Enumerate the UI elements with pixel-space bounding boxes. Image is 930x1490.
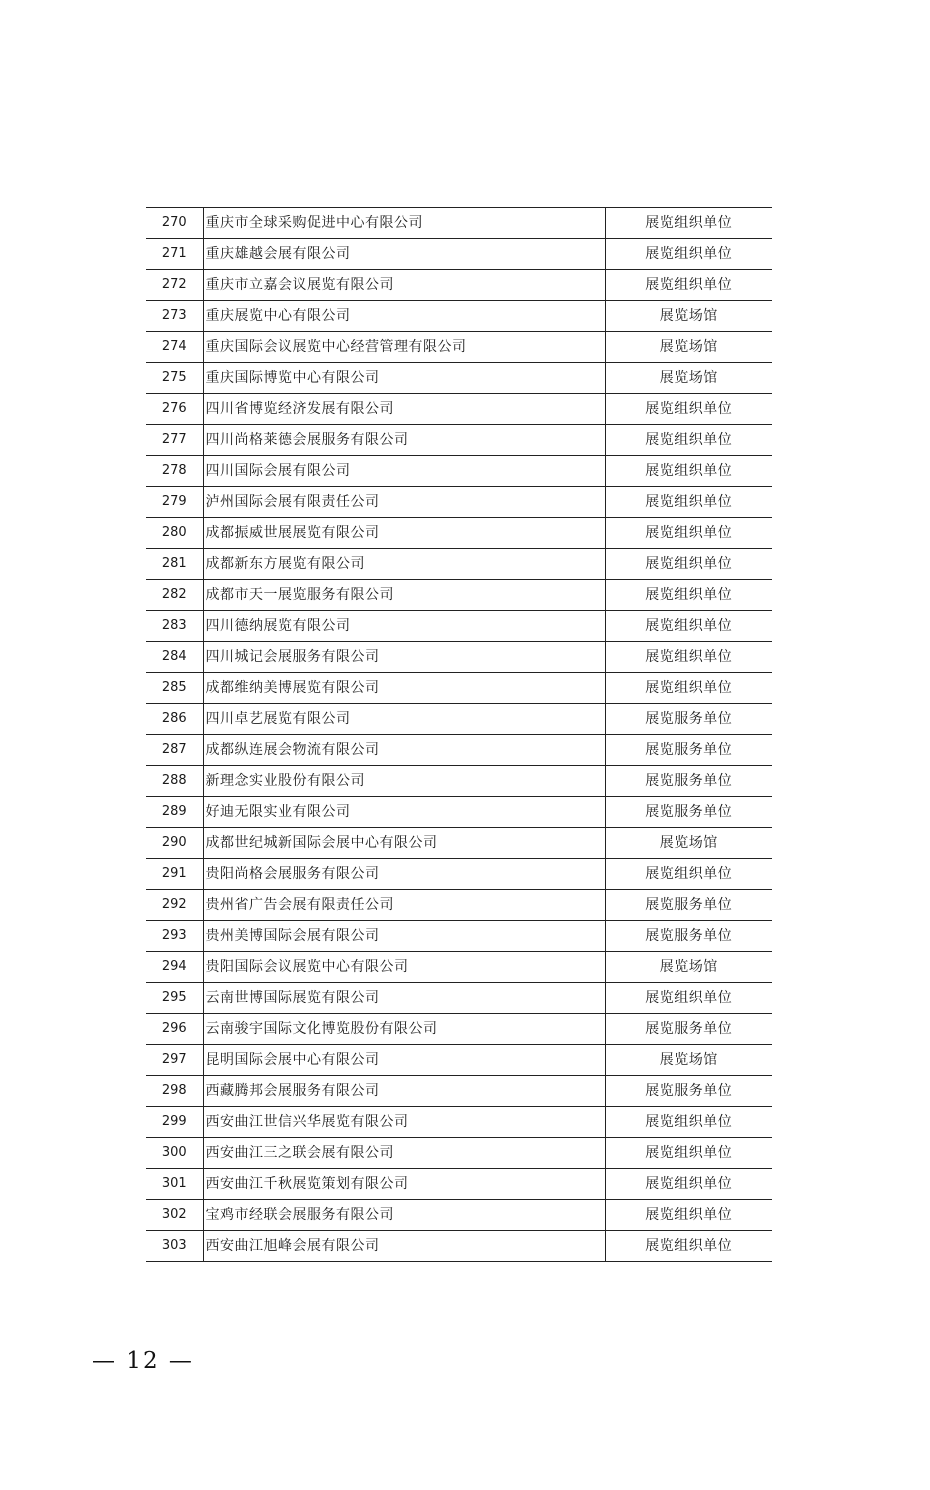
unit-type: 展览组织单位 xyxy=(605,208,772,239)
unit-type: 展览服务单位 xyxy=(605,890,772,921)
unit-type: 展览组织单位 xyxy=(605,394,772,425)
company-name: 重庆雄越会展有限公司 xyxy=(203,239,605,270)
unit-type: 展览服务单位 xyxy=(605,735,772,766)
table-body xyxy=(146,208,772,1262)
row-number: 272 xyxy=(146,270,203,301)
company-name: 重庆市全球采购促进中心有限公司 xyxy=(203,208,605,239)
company-name: 西安曲江千秋展览策划有限公司 xyxy=(203,1169,605,1200)
row-number: 290 xyxy=(146,828,203,859)
unit-type: 展览组织单位 xyxy=(605,239,772,270)
company-name: 四川卓艺展览有限公司 xyxy=(203,704,605,735)
unit-type: 展览服务单位 xyxy=(605,1076,772,1107)
company-name: 重庆展览中心有限公司 xyxy=(203,301,605,332)
company-name: 重庆国际会议展览中心经营管理有限公司 xyxy=(203,332,605,363)
company-name: 贵州省广告会展有限责任公司 xyxy=(203,890,605,921)
row-number: 281 xyxy=(146,549,203,580)
unit-type: 展览组织单位 xyxy=(605,1231,772,1262)
row-number: 291 xyxy=(146,859,203,890)
table-row xyxy=(146,1014,772,1045)
row-number: 280 xyxy=(146,518,203,549)
company-name: 云南世博国际展览有限公司 xyxy=(203,983,605,1014)
company-name: 西安曲江世信兴华展览有限公司 xyxy=(203,1107,605,1138)
company-name: 成都市天一展览服务有限公司 xyxy=(203,580,605,611)
row-number: 278 xyxy=(146,456,203,487)
unit-type: 展览组织单位 xyxy=(605,270,772,301)
unit-type: 展览场馆 xyxy=(605,828,772,859)
company-name: 四川城记会展服务有限公司 xyxy=(203,642,605,673)
table-row xyxy=(146,332,772,363)
table-row xyxy=(146,549,772,580)
row-number: 276 xyxy=(146,394,203,425)
company-name: 贵州美博国际会展有限公司 xyxy=(203,921,605,952)
company-name: 西安曲江旭峰会展有限公司 xyxy=(203,1231,605,1262)
table-row xyxy=(146,1169,772,1200)
unit-type: 展览组织单位 xyxy=(605,673,772,704)
table-row xyxy=(146,735,772,766)
unit-type: 展览组织单位 xyxy=(605,1200,772,1231)
company-list-table xyxy=(146,207,772,1262)
row-number: 289 xyxy=(146,797,203,828)
company-name: 重庆国际博览中心有限公司 xyxy=(203,363,605,394)
company-name: 成都振威世展展览有限公司 xyxy=(203,518,605,549)
unit-type: 展览服务单位 xyxy=(605,921,772,952)
table-row xyxy=(146,1231,772,1262)
row-number: 293 xyxy=(146,921,203,952)
table-row xyxy=(146,611,772,642)
table-row xyxy=(146,983,772,1014)
unit-type: 展览组织单位 xyxy=(605,1107,772,1138)
row-number: 303 xyxy=(146,1231,203,1262)
row-number: 301 xyxy=(146,1169,203,1200)
company-name: 四川省博览经济发展有限公司 xyxy=(203,394,605,425)
table-row xyxy=(146,890,772,921)
table-row xyxy=(146,642,772,673)
row-number: 274 xyxy=(146,332,203,363)
unit-type: 展览组织单位 xyxy=(605,425,772,456)
row-number: 271 xyxy=(146,239,203,270)
row-number: 299 xyxy=(146,1107,203,1138)
unit-type: 展览场馆 xyxy=(605,952,772,983)
unit-type: 展览组织单位 xyxy=(605,859,772,890)
row-number: 285 xyxy=(146,673,203,704)
table-row xyxy=(146,1138,772,1169)
unit-type: 展览组织单位 xyxy=(605,549,772,580)
company-name: 昆明国际会展中心有限公司 xyxy=(203,1045,605,1076)
company-name: 西安曲江三之联会展有限公司 xyxy=(203,1138,605,1169)
company-name: 重庆市立嘉会议展览有限公司 xyxy=(203,270,605,301)
table-row xyxy=(146,797,772,828)
company-name: 四川德纳展览有限公司 xyxy=(203,611,605,642)
table-row xyxy=(146,580,772,611)
row-number: 279 xyxy=(146,487,203,518)
company-name: 贵阳国际会议展览中心有限公司 xyxy=(203,952,605,983)
company-name: 四川国际会展有限公司 xyxy=(203,456,605,487)
row-number: 270 xyxy=(146,208,203,239)
table-row xyxy=(146,456,772,487)
row-number: 296 xyxy=(146,1014,203,1045)
unit-type: 展览场馆 xyxy=(605,301,772,332)
unit-type: 展览组织单位 xyxy=(605,487,772,518)
unit-type: 展览组织单位 xyxy=(605,1138,772,1169)
row-number: 298 xyxy=(146,1076,203,1107)
table-row xyxy=(146,363,772,394)
row-number: 283 xyxy=(146,611,203,642)
company-name: 西藏腾邦会展服务有限公司 xyxy=(203,1076,605,1107)
row-number: 275 xyxy=(146,363,203,394)
unit-type: 展览场馆 xyxy=(605,1045,772,1076)
table-row xyxy=(146,301,772,332)
company-name: 成都维纳美博展览有限公司 xyxy=(203,673,605,704)
unit-type: 展览服务单位 xyxy=(605,766,772,797)
unit-type: 展览组织单位 xyxy=(605,642,772,673)
unit-type: 展览组织单位 xyxy=(605,518,772,549)
row-number: 297 xyxy=(146,1045,203,1076)
table-row xyxy=(146,1200,772,1231)
company-name: 好迪无限实业有限公司 xyxy=(203,797,605,828)
company-name: 新理念实业股份有限公司 xyxy=(203,766,605,797)
unit-type: 展览组织单位 xyxy=(605,611,772,642)
table-row xyxy=(146,518,772,549)
table-row xyxy=(146,1076,772,1107)
company-name: 贵阳尚格会展服务有限公司 xyxy=(203,859,605,890)
table-row xyxy=(146,425,772,456)
table-row xyxy=(146,1107,772,1138)
company-name: 成都世纪城新国际会展中心有限公司 xyxy=(203,828,605,859)
table-row xyxy=(146,1045,772,1076)
row-number: 284 xyxy=(146,642,203,673)
table-row xyxy=(146,952,772,983)
row-number: 292 xyxy=(146,890,203,921)
row-number: 282 xyxy=(146,580,203,611)
page-number: — 12 — xyxy=(92,1348,194,1374)
row-number: 300 xyxy=(146,1138,203,1169)
row-number: 277 xyxy=(146,425,203,456)
unit-type: 展览服务单位 xyxy=(605,797,772,828)
company-name: 云南骏宇国际文化博览股份有限公司 xyxy=(203,1014,605,1045)
table-row xyxy=(146,208,772,239)
table-row xyxy=(146,673,772,704)
company-name: 成都新东方展览有限公司 xyxy=(203,549,605,580)
row-number: 295 xyxy=(146,983,203,1014)
company-name: 泸州国际会展有限责任公司 xyxy=(203,487,605,518)
company-name: 成都纵连展会物流有限公司 xyxy=(203,735,605,766)
unit-type: 展览组织单位 xyxy=(605,580,772,611)
row-number: 273 xyxy=(146,301,203,332)
table-row xyxy=(146,487,772,518)
company-name: 宝鸡市经联会展服务有限公司 xyxy=(203,1200,605,1231)
row-number: 302 xyxy=(146,1200,203,1231)
unit-type: 展览场馆 xyxy=(605,332,772,363)
row-number: 294 xyxy=(146,952,203,983)
table-row xyxy=(146,270,772,301)
table-row xyxy=(146,828,772,859)
row-number: 286 xyxy=(146,704,203,735)
row-number: 287 xyxy=(146,735,203,766)
table-row xyxy=(146,859,772,890)
unit-type: 展览组织单位 xyxy=(605,1169,772,1200)
unit-type: 展览组织单位 xyxy=(605,983,772,1014)
table-row xyxy=(146,766,772,797)
table-row xyxy=(146,704,772,735)
unit-type: 展览场馆 xyxy=(605,363,772,394)
table-row xyxy=(146,394,772,425)
unit-type: 展览服务单位 xyxy=(605,1014,772,1045)
company-name: 四川尚格莱德会展服务有限公司 xyxy=(203,425,605,456)
row-number: 288 xyxy=(146,766,203,797)
table-row xyxy=(146,921,772,952)
unit-type: 展览服务单位 xyxy=(605,704,772,735)
unit-type: 展览组织单位 xyxy=(605,456,772,487)
table-row xyxy=(146,239,772,270)
